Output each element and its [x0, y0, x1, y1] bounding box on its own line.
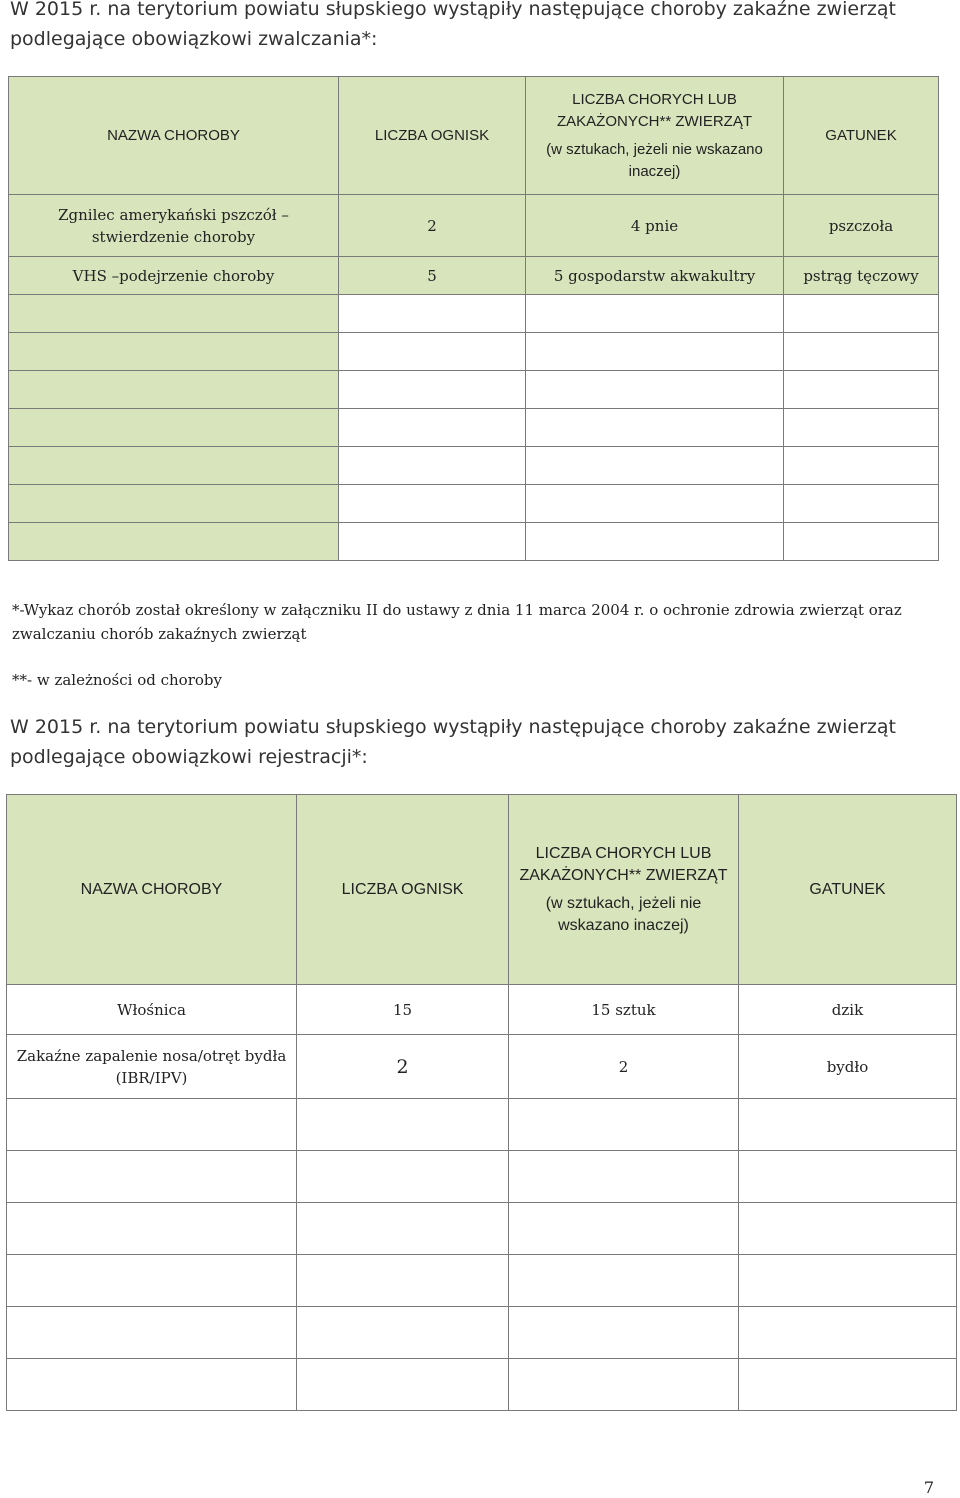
cell-count: 15 sztuk — [509, 985, 739, 1035]
table-row — [7, 1035, 957, 1099]
col-header-species: GATUNEK — [739, 795, 957, 985]
cell-species: pstrąg tęczowy — [784, 257, 939, 295]
col-header-name: NAZWA CHOROBY — [7, 795, 297, 985]
table-row — [7, 985, 957, 1035]
col-header-outbreaks: LICZBA OGNISK — [297, 795, 509, 985]
table-row — [7, 1307, 957, 1359]
cell-outbreaks: 5 — [339, 257, 526, 295]
section2-heading: W 2015 r. na terytorium powiatu słupskiego wystąpiły następujące choroby zakaźne zwierząt podlegające obowiązkowi rejestracji*: — [10, 716, 896, 768]
cell-disease-name: Zakaźne zapalenie nosa/otręt bydła (IBR/IPV) — [7, 1035, 297, 1099]
table-row — [9, 523, 939, 561]
footnote-disease-list: *-Wykaz chorób został określony w załączniku II do ustawy z dnia 11 marca 2004 r. o ochronie zdrowia zwierząt oraz zwalczaniu chorób zakaźnych zwierząt — [12, 601, 902, 643]
col-header-count-sub: (w sztukach, jeżeli nie wskazano inaczej) — [546, 140, 763, 180]
section1-heading: W 2015 r. na terytorium powiatu słupskiego wystąpiły następujące choroby zakaźne zwierząt podlegające obowiązkowi zwalczania*: — [10, 0, 896, 50]
col-header-count — [526, 77, 784, 195]
table-row — [7, 1203, 957, 1255]
cell-species: dzik — [739, 985, 957, 1035]
table-row — [9, 257, 939, 295]
table-row — [9, 409, 939, 447]
col-header-outbreaks: LICZBA OGNISK — [339, 77, 526, 195]
table-row — [9, 295, 939, 333]
table-diseases-combat — [8, 76, 939, 561]
col-header-count-sub: (w sztukach, jeżeli nie wskazano inaczej) — [545, 894, 702, 934]
col-header-name: NAZWA CHOROBY — [9, 77, 339, 195]
cell-count: 2 — [509, 1035, 739, 1099]
table-row — [9, 371, 939, 409]
cell-disease-name: Włośnica — [7, 985, 297, 1035]
col-header-count-main: LICZBA CHORYCH LUB ZAKAŻONYCH** ZWIERZĄT — [519, 844, 728, 884]
col-header-count-main: LICZBA CHORYCH LUB ZAKAŻONYCH** ZWIERZĄT — [556, 90, 752, 130]
col-header-species: GATUNEK — [784, 77, 939, 195]
table-row — [7, 1151, 957, 1203]
table-diseases-registration — [6, 794, 957, 1411]
table-row — [7, 1255, 957, 1307]
table-row — [7, 1099, 957, 1151]
col-header-count — [509, 795, 739, 985]
table-row — [9, 447, 939, 485]
cell-count: 5 gospodarstw akwakultry — [526, 257, 784, 295]
cell-species: bydło — [739, 1035, 957, 1099]
table-row — [7, 1359, 957, 1411]
page-number: 7 — [923, 1478, 934, 1497]
table-row — [9, 485, 939, 523]
cell-species: pszczoła — [784, 195, 939, 257]
footnote-depending: **- w zależności od choroby — [12, 671, 222, 689]
cell-disease-name: VHS –podejrzenie choroby — [9, 257, 339, 295]
table-row — [9, 333, 939, 371]
cell-outbreaks: 2 — [297, 1035, 509, 1099]
cell-outbreaks: 15 — [297, 985, 509, 1035]
table-row — [9, 195, 939, 257]
cell-disease-name: Zgnilec amerykański pszczół – stwierdzenie choroby — [9, 195, 339, 257]
cell-outbreaks: 2 — [339, 195, 526, 257]
cell-count: 4 pnie — [526, 195, 784, 257]
